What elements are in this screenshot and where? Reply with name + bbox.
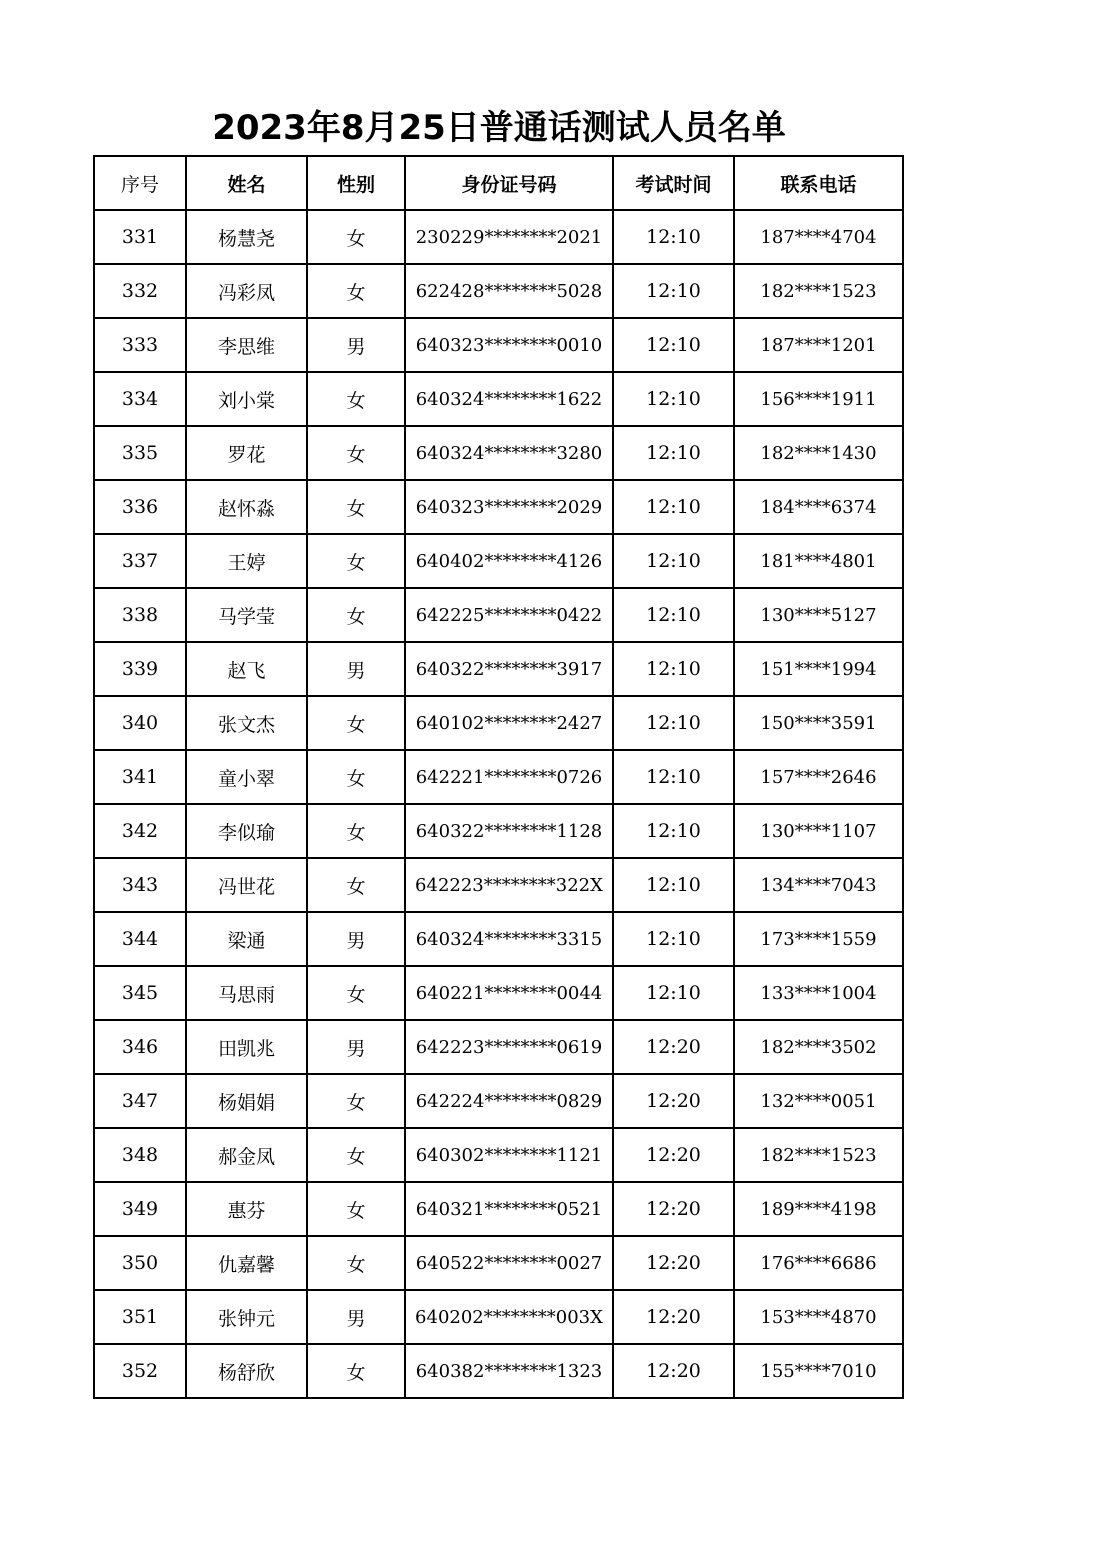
table-row [94,912,903,966]
cell-phone: 133****1004 [734,966,903,1020]
cell-gender: 女 [307,372,405,426]
cell-index: 339 [94,642,186,696]
cell-id-number: 642224********0829 [405,1074,613,1128]
cell-exam-time: 12:10 [613,966,734,1020]
cell-id-number: 640322********3917 [405,642,613,696]
cell-name: 杨舒欣 [186,1344,307,1398]
cell-index: 337 [94,534,186,588]
cell-phone: 176****6686 [734,1236,903,1290]
page-title: 2023年8月25日普通话测试人员名单 [212,108,786,148]
table-row [94,1344,903,1398]
cell-exam-time: 12:10 [613,426,734,480]
cell-index: 346 [94,1020,186,1074]
cell-index: 351 [94,1290,186,1344]
table-row [94,588,903,642]
cell-exam-time: 12:20 [613,1290,734,1344]
table-row [94,1290,903,1344]
cell-exam-time: 12:10 [613,588,734,642]
cell-index: 352 [94,1344,186,1398]
cell-phone: 134****7043 [734,858,903,912]
table-row [94,804,903,858]
cell-name: 郝金凤 [186,1128,307,1182]
cell-name: 马思雨 [186,966,307,1020]
cell-phone: 182****1430 [734,426,903,480]
col-header-phone: 联系电话 [734,156,903,210]
cell-phone: 187****4704 [734,210,903,264]
table-row [94,210,903,264]
col-header-exam-time: 考试时间 [613,156,734,210]
table-row [94,1128,903,1182]
cell-gender: 女 [307,210,405,264]
cell-index: 334 [94,372,186,426]
cell-name: 张钟元 [186,1290,307,1344]
cell-exam-time: 12:10 [613,480,734,534]
cell-name: 李似瑜 [186,804,307,858]
cell-exam-time: 12:10 [613,318,734,372]
cell-id-number: 640302********1121 [405,1128,613,1182]
cell-id-number: 642225********0422 [405,588,613,642]
table-row [94,642,903,696]
cell-name: 罗花 [186,426,307,480]
cell-phone: 182****1523 [734,264,903,318]
cell-phone: 155****7010 [734,1344,903,1398]
cell-gender: 女 [307,426,405,480]
cell-index: 333 [94,318,186,372]
cell-phone: 184****6374 [734,480,903,534]
cell-index: 338 [94,588,186,642]
table-row [94,966,903,1020]
cell-gender: 女 [307,480,405,534]
cell-name: 赵怀淼 [186,480,307,534]
cell-exam-time: 12:20 [613,1074,734,1128]
cell-exam-time: 12:20 [613,1344,734,1398]
cell-exam-time: 12:10 [613,804,734,858]
cell-name: 张文杰 [186,696,307,750]
cell-gender: 女 [307,534,405,588]
cell-index: 341 [94,750,186,804]
table-row [94,1182,903,1236]
cell-name: 马学莹 [186,588,307,642]
table-row [94,480,903,534]
cell-exam-time: 12:10 [613,210,734,264]
cell-gender: 女 [307,858,405,912]
cell-gender: 女 [307,804,405,858]
cell-index: 336 [94,480,186,534]
cell-gender: 女 [307,750,405,804]
cell-name: 杨慧尧 [186,210,307,264]
cell-id-number: 640402********4126 [405,534,613,588]
cell-id-number: 640322********1128 [405,804,613,858]
cell-exam-time: 12:20 [613,1182,734,1236]
cell-gender: 男 [307,1020,405,1074]
cell-id-number: 640102********2427 [405,696,613,750]
col-header-id-number: 身份证号码 [405,156,613,210]
cell-name: 冯彩凤 [186,264,307,318]
cell-name: 杨娟娟 [186,1074,307,1128]
cell-id-number: 640202********003X [405,1290,613,1344]
roster-table [93,155,904,1399]
cell-index: 347 [94,1074,186,1128]
cell-phone: 130****1107 [734,804,903,858]
cell-phone: 187****1201 [734,318,903,372]
table-row [94,696,903,750]
cell-gender: 女 [307,1236,405,1290]
cell-gender: 女 [307,966,405,1020]
cell-phone: 181****4801 [734,534,903,588]
cell-id-number: 642223********322X [405,858,613,912]
cell-phone: 156****1911 [734,372,903,426]
cell-index: 340 [94,696,186,750]
cell-name: 王婷 [186,534,307,588]
cell-index: 343 [94,858,186,912]
cell-exam-time: 12:10 [613,534,734,588]
cell-gender: 女 [307,588,405,642]
cell-exam-time: 12:20 [613,1020,734,1074]
cell-id-number: 640321********0521 [405,1182,613,1236]
cell-phone: 157****2646 [734,750,903,804]
cell-gender: 男 [307,318,405,372]
cell-id-number: 640323********0010 [405,318,613,372]
cell-exam-time: 12:10 [613,912,734,966]
cell-id-number: 640522********0027 [405,1236,613,1290]
cell-name: 赵飞 [186,642,307,696]
table-row [94,264,903,318]
cell-phone: 132****0051 [734,1074,903,1128]
cell-gender: 男 [307,912,405,966]
cell-phone: 150****3591 [734,696,903,750]
cell-id-number: 622428********5028 [405,264,613,318]
cell-name: 惠芬 [186,1182,307,1236]
cell-phone: 130****5127 [734,588,903,642]
cell-id-number: 640323********2029 [405,480,613,534]
table-row [94,858,903,912]
cell-id-number: 640324********3280 [405,426,613,480]
cell-gender: 女 [307,696,405,750]
cell-name: 仇嘉馨 [186,1236,307,1290]
cell-exam-time: 12:10 [613,696,734,750]
cell-id-number: 642223********0619 [405,1020,613,1074]
cell-phone: 189****4198 [734,1182,903,1236]
cell-phone: 182****3502 [734,1020,903,1074]
cell-phone: 182****1523 [734,1128,903,1182]
cell-name: 童小翠 [186,750,307,804]
cell-index: 335 [94,426,186,480]
cell-exam-time: 12:10 [613,642,734,696]
table-row [94,318,903,372]
cell-name: 田凯兆 [186,1020,307,1074]
table-row [94,1074,903,1128]
cell-exam-time: 12:10 [613,372,734,426]
table-row [94,1236,903,1290]
cell-index: 344 [94,912,186,966]
table-body [94,210,903,1398]
cell-id-number: 640324********1622 [405,372,613,426]
cell-phone: 173****1559 [734,912,903,966]
cell-gender: 男 [307,1290,405,1344]
cell-name: 梁通 [186,912,307,966]
cell-index: 348 [94,1128,186,1182]
cell-id-number: 640324********3315 [405,912,613,966]
table-row [94,426,903,480]
cell-id-number: 642221********0726 [405,750,613,804]
col-header-index: 序号 [94,156,186,210]
table-row [94,1020,903,1074]
cell-exam-time: 12:10 [613,858,734,912]
cell-phone: 151****1994 [734,642,903,696]
cell-name: 冯世花 [186,858,307,912]
cell-gender: 女 [307,1128,405,1182]
cell-id-number: 230229********2021 [405,210,613,264]
cell-index: 345 [94,966,186,1020]
table-row [94,750,903,804]
cell-exam-time: 12:20 [613,1128,734,1182]
cell-gender: 女 [307,1344,405,1398]
cell-index: 331 [94,210,186,264]
cell-phone: 153****4870 [734,1290,903,1344]
cell-index: 332 [94,264,186,318]
cell-id-number: 640221********0044 [405,966,613,1020]
cell-exam-time: 12:10 [613,750,734,804]
col-header-name: 姓名 [186,156,307,210]
cell-index: 349 [94,1182,186,1236]
cell-exam-time: 12:20 [613,1236,734,1290]
cell-gender: 女 [307,264,405,318]
col-header-gender: 性别 [307,156,405,210]
table-row [94,372,903,426]
cell-index: 350 [94,1236,186,1290]
cell-name: 刘小棠 [186,372,307,426]
cell-gender: 女 [307,1182,405,1236]
cell-index: 342 [94,804,186,858]
cell-id-number: 640382********1323 [405,1344,613,1398]
cell-gender: 男 [307,642,405,696]
cell-name: 李思维 [186,318,307,372]
table-row [94,534,903,588]
cell-exam-time: 12:10 [613,264,734,318]
cell-gender: 女 [307,1074,405,1128]
header-row [94,156,903,210]
